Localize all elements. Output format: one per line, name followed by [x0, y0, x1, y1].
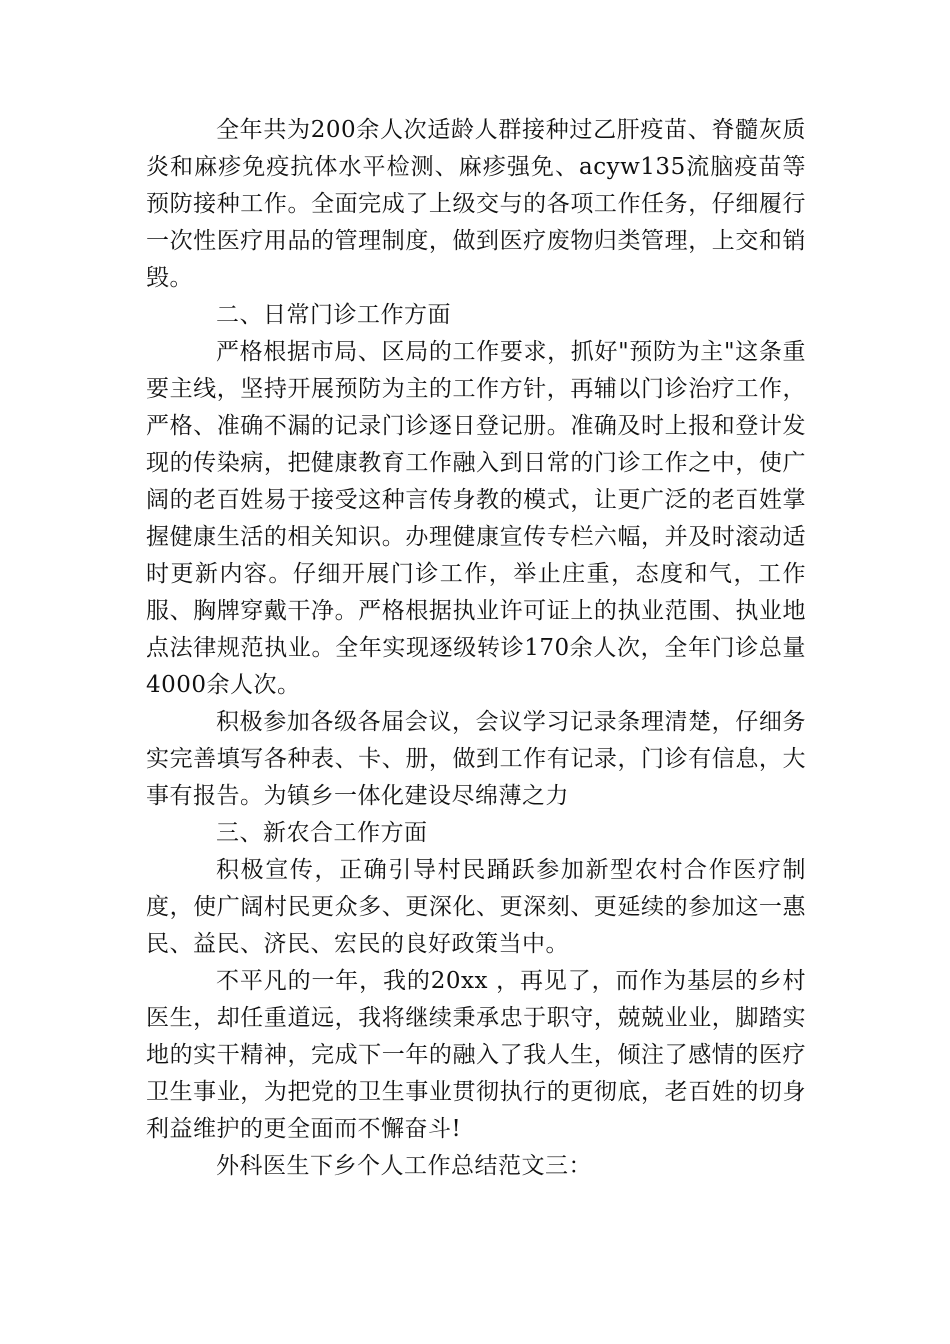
- section-heading-rural-cooperative: 三、新农合工作方面: [216, 820, 428, 846]
- paragraph-outpatient-work: 严格根据市局、区局的工作要求，抓好"预防为主"这条重要主线，坚持开展预防为主的工作方针，再辅以门诊治疗工作，严格、准确不漏的记录门诊逐日登记册。准确及时上报和登计发现的传染病，把健康教育工作融入到日常的门诊工作之中，使广阔的老百姓易于接受这种言传身教的模式，让更广泛的老百姓掌握健康生活的相关知识。办理健康宣传专栏六幅，并及时滚动适时更新内容。仔细开展门诊工作，举止庄重，态度和气，工作服、胸牌穿戴干净。严格根据执业许可证上的执业范围、执业地点法律规范执业。全年实现逐级转诊170余人次，全年门诊总量4000余人次。: [146, 339, 806, 698]
- document-body: [146, 112, 806, 1185]
- section-heading-outpatient: 二、日常门诊工作方面: [216, 302, 451, 328]
- paragraph-year-summary: 不平凡的一年，我的20xx ，再见了，而作为基层的乡村医生，却任重道远，我将继续秉承忠于职守，兢兢业业，脚踏实地的实干精神，完成下一年的融入了我人生，倾注了感情的医疗卫生事业，为把党的卫生事业贯彻执行的更彻底，老百姓的切身利益维护的更全面而不懈奋斗!: [146, 968, 806, 1142]
- paragraph-rural-cooperative: 积极宣传，正确引导村民踊跃参加新型农村合作医疗制度，使广阔村民更众多、更深化、更深刻、更延续的参加这一惠民、益民、济民、宏民的良好政策当中。: [146, 857, 806, 957]
- paragraph-meetings: 积极参加各级各届会议，会议学习记录条理清楚，仔细务实完善填写各种表、卡、册，做到工作有记录，门诊有信息，大事有报告。为镇乡一体化建设尽绵薄之力: [146, 709, 806, 809]
- paragraph-vaccination: 全年共为200余人次适龄人群接种过乙肝疫苗、脊髓灰质炎和麻疹免疫抗体水平检测、麻疹强免、acyw135流脑疫苗等预防接种工作。全面完成了上级交与的各项工作任务，仔细履行一次性医疗用品的管理制度，做到医疗废物归类管理，上交和销毁。: [146, 117, 806, 291]
- section-heading-sample-three: 外科医生下乡个人工作总结范文三：: [216, 1153, 592, 1179]
